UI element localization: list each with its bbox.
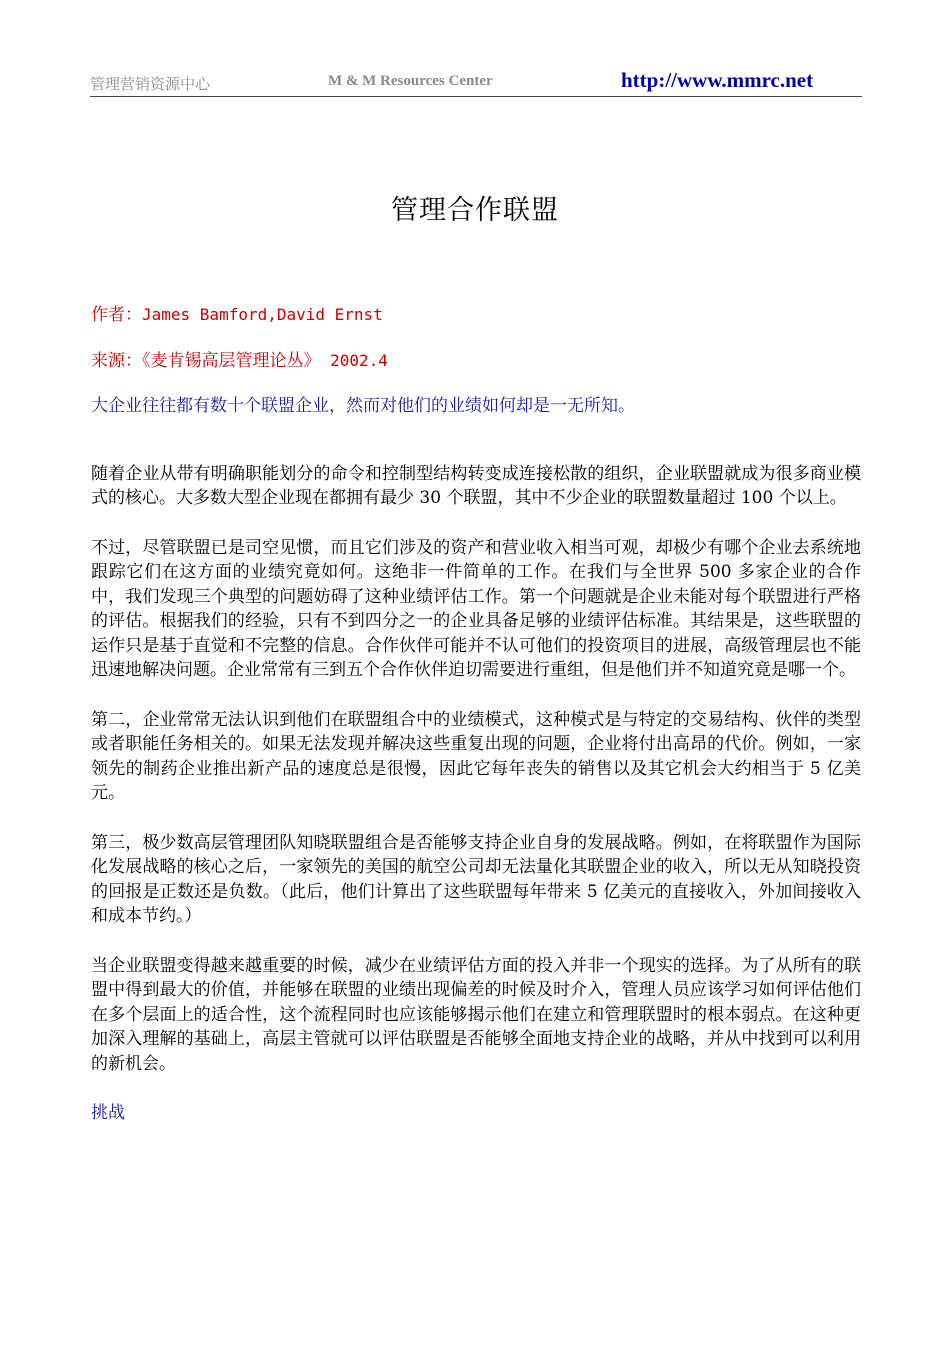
author-label: 作者： [91, 305, 142, 325]
article-body [91, 303, 861, 1126]
lead-summary: 大企业往往都有数十个联盟企业，然而对他们的业绩如何却是一无所知。 [91, 396, 635, 416]
paragraph: 当企业联盟变得越来越重要的时候，减少在业绩评估方面的投入并非一个现实的选择。为了从所有的联盟中得到最大的价值，并能够在联盟的业绩出现偏差的时候及时介入，管理人员应该学习如何评估他们在多个层面上的适合性，这个流程同时也应该能够揭示他们在建立和管理联盟时的根本弱点。在这种更加深入理解的基础上，高层主管就可以评估联盟是否能够全面地支持企业的战略，并从中找到可以利用的新机会。 [91, 955, 861, 1074]
source-label: 来源： [91, 350, 142, 371]
source-date: 2002.4 [320, 350, 388, 370]
paragraph: 第三，极少数高层管理团队知晓联盟组合是否能够支持企业自身的发展战略。例如，在将联盟作为国际化发展战略的核心之后，一家领先的美国的航空公司却无法量化其联盟企业的收入，所以无从知晓投资的回报是正数还是负数。（此后，他们计算出了这些联盟每年带来 5 亿美元的直接收入，外加间接收入和成本节约。） [91, 832, 861, 926]
source-line [91, 349, 861, 374]
source-name: 《麦肯锡高层管理论丛》 [142, 350, 321, 371]
page-header [90, 70, 862, 97]
header-org-name: 管理营销资源中心 [90, 75, 211, 93]
header-center-name: M & M Resources Center [328, 73, 493, 89]
author-names: James Bamford,David Ernst [142, 305, 383, 324]
paragraph: 第二，企业常常无法认识到他们在联盟组合中的业绩模式，这种模式是与特定的交易结构、伙伴的类型或者职能任务相关的。如果无法发现并解决这些重复出现的问题，企业将付出高昂的代价。例如，一家领先的制药企业推出新产品的速度总是很慢，因此它每年丧失的销售以及其它机会大约相当于 5 亿美元。 [91, 709, 861, 803]
header-url-link[interactable]: http://www.mmrc.net [621, 68, 814, 92]
article-title: 管理合作联盟 [391, 195, 559, 226]
paragraph: 随着企业从带有明确职能划分的命令和控制型结构转变成连接松散的组织，企业联盟就成为很多商业模式的核心。大多数大型企业现在都拥有最少 30 个联盟，其中不少企业的联盟数量超过 100 个以上。 [91, 463, 861, 508]
paragraph: 不过，尽管联盟已是司空见惯，而且它们涉及的资产和营业收入相当可观，却极少有哪个企业去系统地跟踪它们在这方面的业绩究竟如何。这绝非一件简单的工作。在我们与全世界 500 多家企业的合作中，我们发现三个典型的问题妨碍了这种业绩评估工作。第一个问题就是企业未能对每个联盟进行严格的评估。根据我们的经验，只有不到四分之一的企业具备足够的业绩评估标准。其结果是，这些联盟的运作只是基于直觉和不完整的信息。合作伙伴可能并不认可他们的投资项目的进展，高级管理层也不能迅速地解决问题。企业常常有三到五个合作伙伴迫切需要进行重组，但是他们并不知道究竟是哪一个。 [91, 537, 861, 680]
author-line [91, 303, 861, 328]
section-heading: 挑战 [91, 1103, 125, 1123]
